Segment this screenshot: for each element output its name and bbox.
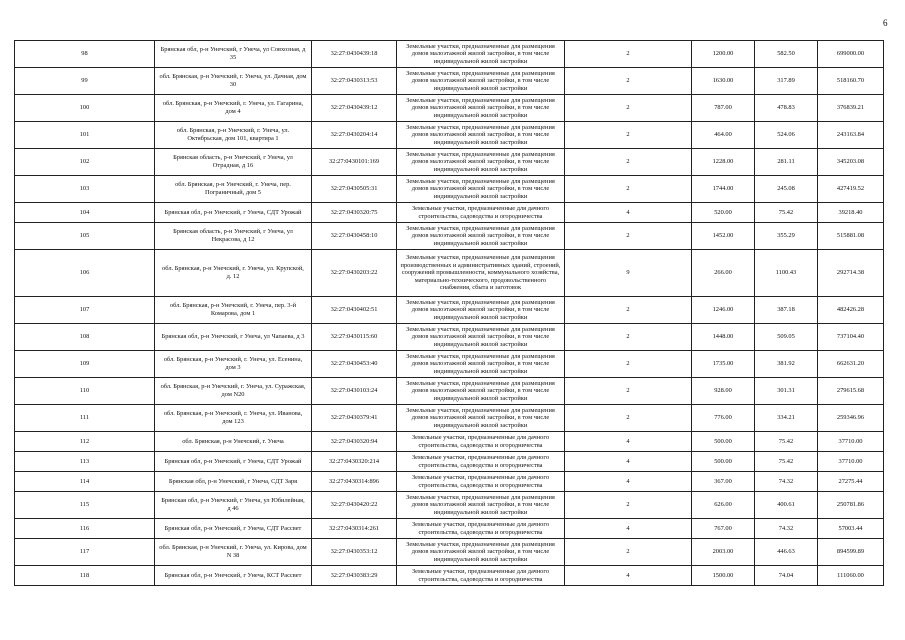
permitted-use-cell: Земельные участки, предназначенные для дачного строительства, садоводства и огородничества <box>397 519 565 539</box>
cadastral-number-cell: 32:27:0430115:60 <box>312 324 397 351</box>
specific-value-cell: 400.61 <box>755 492 818 519</box>
specific-value-cell: 355.29 <box>755 223 818 250</box>
area-cell: 1448.00 <box>692 324 755 351</box>
permitted-use-cell: Земельные участки, предназначенные для дачного строительства, садоводства и огородничества <box>397 566 565 586</box>
cadastral-value-cell: 111060.00 <box>818 566 884 586</box>
table-row <box>15 324 884 351</box>
row-number-cell: 104 <box>15 203 155 223</box>
page-number: 6 <box>883 18 888 28</box>
specific-value-cell: 245.08 <box>755 176 818 203</box>
area-cell: 464.00 <box>692 122 755 149</box>
cadastral-value-cell: 427419.52 <box>818 176 884 203</box>
specific-value-cell: 74.04 <box>755 566 818 586</box>
cadastral-number-cell: 32:27:0430320:214 <box>312 452 397 472</box>
address-cell: Брянская обл, р-н Унечский, г Унеча, СДТ Урожай <box>155 452 312 472</box>
use-group-cell: 4 <box>565 472 692 492</box>
area-cell: 1630.00 <box>692 68 755 95</box>
specific-value-cell: 317.89 <box>755 68 818 95</box>
cadastral-value-cell: 57003.44 <box>818 519 884 539</box>
table-row <box>15 68 884 95</box>
area-cell: 266.00 <box>692 250 755 297</box>
address-cell: Брянская обл, р-н Унечский, г Унеча, КСТ Рассвет <box>155 566 312 586</box>
permitted-use-cell: Земельные участки, предназначенные для размещения домов малоэтажной жилой застройки, в том числе индивидуальной жилой застройки <box>397 68 565 95</box>
cadastral-number-cell: 32:27:0430453:40 <box>312 351 397 378</box>
specific-value-cell: 524.06 <box>755 122 818 149</box>
cadastral-value-cell: 737104.40 <box>818 324 884 351</box>
permitted-use-cell: Земельные участки, предназначенные для размещения домов малоэтажной жилой застройки, в том числе индивидуальной жилой застройки <box>397 95 565 122</box>
table-row <box>15 405 884 432</box>
use-group-cell: 2 <box>565 223 692 250</box>
row-number-cell: 117 <box>15 539 155 566</box>
permitted-use-cell: Земельные участки, предназначенные для размещения домов малоэтажной жилой застройки, в том числе индивидуальной жилой застройки <box>397 351 565 378</box>
row-number-cell: 110 <box>15 378 155 405</box>
table-row <box>15 492 884 519</box>
table-body <box>15 41 884 586</box>
area-cell: 2003.00 <box>692 539 755 566</box>
cadastral-value-cell: 259346.96 <box>818 405 884 432</box>
cadastral-value-cell: 894599.89 <box>818 539 884 566</box>
cadastral-number-cell: 32:27:0430320:94 <box>312 432 397 452</box>
area-cell: 1228.00 <box>692 149 755 176</box>
use-group-cell: 2 <box>565 297 692 324</box>
use-group-cell: 4 <box>565 519 692 539</box>
specific-value-cell: 381.92 <box>755 351 818 378</box>
area-cell: 928.00 <box>692 378 755 405</box>
permitted-use-cell: Земельные участки, предназначенные для размещения производственных и административных зданий, строений, сооружений промышленности, коммунального хозяйства, материально-технического, продовольственного снабжения, сбыта и заготовок <box>397 250 565 297</box>
row-number-cell: 115 <box>15 492 155 519</box>
row-number-cell: 101 <box>15 122 155 149</box>
address-cell: обл. Брянская, р-н Унечский, г. Унеча, ул. Кирова, дом N 38 <box>155 539 312 566</box>
cadastral-number-cell: 32:27:0430439:12 <box>312 95 397 122</box>
table-row <box>15 432 884 452</box>
address-cell: Брянская обл, р-н Унечский, г Унеча, ул Совхозная, д 35 <box>155 41 312 68</box>
use-group-cell: 2 <box>565 378 692 405</box>
specific-value-cell: 75.42 <box>755 203 818 223</box>
area-cell: 1500.00 <box>692 566 755 586</box>
specific-value-cell: 301.31 <box>755 378 818 405</box>
address-cell: Брянская обл, р-н Унечский, г Унеча, ул Юбилейная, д 46 <box>155 492 312 519</box>
specific-value-cell: 1100.43 <box>755 250 818 297</box>
cadastral-value-cell: 292714.38 <box>818 250 884 297</box>
address-cell: обл. Брянская, р-н Унечский, г. Унеча, ул. Суражская, дом N20 <box>155 378 312 405</box>
use-group-cell: 2 <box>565 41 692 68</box>
row-number-cell: 106 <box>15 250 155 297</box>
area-cell: 1452.00 <box>692 223 755 250</box>
address-cell: обл. Брянская, р-н Унечский, г. Унеча, ул. Иванова, дом 123 <box>155 405 312 432</box>
cadastral-value-cell: 515881.08 <box>818 223 884 250</box>
cadastral-number-cell: 32:27:0430420:22 <box>312 492 397 519</box>
cadastral-number-cell: 32:27:0430313:53 <box>312 68 397 95</box>
cadastral-number-cell: 32:27:0430320:75 <box>312 203 397 223</box>
row-number-cell: 116 <box>15 519 155 539</box>
use-group-cell: 4 <box>565 432 692 452</box>
address-cell: обл. Брянская, р-н Унечский, г. Унеча, ул. Дачная, дом 30 <box>155 68 312 95</box>
specific-value-cell: 74.32 <box>755 519 818 539</box>
permitted-use-cell: Земельные участки, предназначенные для размещения домов малоэтажной жилой застройки, в том числе индивидуальной жилой застройки <box>397 492 565 519</box>
specific-value-cell: 509.05 <box>755 324 818 351</box>
address-cell: обл. Брянская, р-н Унечский, г. Унеча, ул. Гагарина, дом 4 <box>155 95 312 122</box>
table-row <box>15 223 884 250</box>
address-cell: обл. Брянская, р-н Унечский, г. Унеча, пер. 3-й Комарова, дом 1 <box>155 297 312 324</box>
cadastral-value-cell: 39218.40 <box>818 203 884 223</box>
area-cell: 367.00 <box>692 472 755 492</box>
table-row <box>15 176 884 203</box>
row-number-cell: 99 <box>15 68 155 95</box>
use-group-cell: 2 <box>565 176 692 203</box>
row-number-cell: 107 <box>15 297 155 324</box>
cadastral-number-cell: 32:27:0430101:169 <box>312 149 397 176</box>
use-group-cell: 2 <box>565 539 692 566</box>
table-row <box>15 452 884 472</box>
specific-value-cell: 281.11 <box>755 149 818 176</box>
area-cell: 767.00 <box>692 519 755 539</box>
address-cell: Брянская область, р-н Унечский, г Унеча, ул Отрадная, д 16 <box>155 149 312 176</box>
table-row <box>15 566 884 586</box>
row-number-cell: 98 <box>15 41 155 68</box>
permitted-use-cell: Земельные участки, предназначенные для дачного строительства, садоводства и огородничества <box>397 472 565 492</box>
permitted-use-cell: Земельные участки, предназначенные для размещения домов малоэтажной жилой застройки, в том числе индивидуальной жилой застройки <box>397 41 565 68</box>
cadastral-number-cell: 32:27:0430203:22 <box>312 250 397 297</box>
cadastral-number-cell: 32:27:0430314:261 <box>312 519 397 539</box>
specific-value-cell: 74.32 <box>755 472 818 492</box>
use-group-cell: 4 <box>565 452 692 472</box>
row-number-cell: 109 <box>15 351 155 378</box>
specific-value-cell: 446.63 <box>755 539 818 566</box>
table-row <box>15 472 884 492</box>
table-row <box>15 351 884 378</box>
use-group-cell: 2 <box>565 122 692 149</box>
area-cell: 500.00 <box>692 452 755 472</box>
table-row <box>15 539 884 566</box>
specific-value-cell: 75.42 <box>755 432 818 452</box>
cadastral-value-cell: 699000.00 <box>818 41 884 68</box>
specific-value-cell: 334.21 <box>755 405 818 432</box>
address-cell: обл. Брянская, р-н Унечский, г. Унеча, ул. Есенина, дом 3 <box>155 351 312 378</box>
cadastral-value-cell: 37710.00 <box>818 452 884 472</box>
cadastral-number-cell: 32:27:0430458:10 <box>312 223 397 250</box>
table-row <box>15 95 884 122</box>
specific-value-cell: 582.50 <box>755 41 818 68</box>
table-row <box>15 519 884 539</box>
use-group-cell: 2 <box>565 492 692 519</box>
area-cell: 776.00 <box>692 405 755 432</box>
cadastral-value-cell: 27275.44 <box>818 472 884 492</box>
use-group-cell: 2 <box>565 351 692 378</box>
cadastral-value-cell: 662631.20 <box>818 351 884 378</box>
address-cell: Брянская обл, р-н Унечский, г Унеча, СДТ Рассвет <box>155 519 312 539</box>
cadastral-value-cell: 279615.68 <box>818 378 884 405</box>
area-cell: 500.00 <box>692 432 755 452</box>
table-row <box>15 149 884 176</box>
cadastral-number-cell: 32:27:0430353:12 <box>312 539 397 566</box>
row-number-cell: 112 <box>15 432 155 452</box>
address-cell: Брянская обл, р-н Унечский, г Унеча, ул Чапаева, д 3 <box>155 324 312 351</box>
area-cell: 520.00 <box>692 203 755 223</box>
cadastral-number-cell: 32:27:0430439:18 <box>312 41 397 68</box>
use-group-cell: 9 <box>565 250 692 297</box>
use-group-cell: 2 <box>565 324 692 351</box>
cadastral-value-cell: 250781.86 <box>818 492 884 519</box>
cadastral-number-cell: 32:27:0430103:24 <box>312 378 397 405</box>
permitted-use-cell: Земельные участки, предназначенные для размещения домов малоэтажной жилой застройки, в том числе индивидуальной жилой застройки <box>397 122 565 149</box>
permitted-use-cell: Земельные участки, предназначенные для дачного строительства, садоводства и огородничества <box>397 203 565 223</box>
row-number-cell: 111 <box>15 405 155 432</box>
address-cell: Брянская обл, р-н Унечский, г Унеча, СДТ Заря <box>155 472 312 492</box>
address-cell: обл. Брянская, р-н Унечский, г. Унеча, ул. Крупской, д. 12 <box>155 250 312 297</box>
cadastral-number-cell: 32:27:0430379:41 <box>312 405 397 432</box>
specific-value-cell: 387.18 <box>755 297 818 324</box>
row-number-cell: 100 <box>15 95 155 122</box>
area-cell: 1744.00 <box>692 176 755 203</box>
cadastral-value-cell: 518160.70 <box>818 68 884 95</box>
permitted-use-cell: Земельные участки, предназначенные для размещения домов малоэтажной жилой застройки, в том числе индивидуальной жилой застройки <box>397 378 565 405</box>
cadastral-value-cell: 243163.84 <box>818 122 884 149</box>
row-number-cell: 103 <box>15 176 155 203</box>
permitted-use-cell: Земельные участки, предназначенные для размещения домов малоэтажной жилой застройки, в том числе индивидуальной жилой застройки <box>397 324 565 351</box>
use-group-cell: 4 <box>565 203 692 223</box>
permitted-use-cell: Земельные участки, предназначенные для дачного строительства, садоводства и огородничества <box>397 432 565 452</box>
address-cell: обл. Брянская, р-н Унечский, г. Унеча, ул. Октябрьская, дом 101, квартира 1 <box>155 122 312 149</box>
row-number-cell: 108 <box>15 324 155 351</box>
cadastral-number-cell: 32:27:0430383:29 <box>312 566 397 586</box>
row-number-cell: 113 <box>15 452 155 472</box>
table-row <box>15 378 884 405</box>
cadastral-value-table <box>14 40 884 586</box>
permitted-use-cell: Земельные участки, предназначенные для размещения домов малоэтажной жилой застройки, в том числе индивидуальной жилой застройки <box>397 539 565 566</box>
permitted-use-cell: Земельные участки, предназначенные для размещения домов малоэтажной жилой застройки, в том числе индивидуальной жилой застройки <box>397 149 565 176</box>
table-row <box>15 297 884 324</box>
area-cell: 1200.00 <box>692 41 755 68</box>
cadastral-number-cell: 32:27:0430314:896 <box>312 472 397 492</box>
permitted-use-cell: Земельные участки, предназначенные для размещения домов малоэтажной жилой застройки, в том числе индивидуальной жилой застройки <box>397 223 565 250</box>
table-row <box>15 250 884 297</box>
row-number-cell: 114 <box>15 472 155 492</box>
row-number-cell: 105 <box>15 223 155 250</box>
cadastral-value-cell: 482426.28 <box>818 297 884 324</box>
table-row <box>15 122 884 149</box>
cadastral-value-cell: 376839.21 <box>818 95 884 122</box>
use-group-cell: 4 <box>565 566 692 586</box>
address-cell: Брянская обл, р-н Унечский, г Унеча, СДТ Урожай <box>155 203 312 223</box>
table-row <box>15 41 884 68</box>
area-cell: 787.00 <box>692 95 755 122</box>
use-group-cell: 2 <box>565 405 692 432</box>
row-number-cell: 102 <box>15 149 155 176</box>
permitted-use-cell: Земельные участки, предназначенные для размещения домов малоэтажной жилой застройки, в том числе индивидуальной жилой застройки <box>397 297 565 324</box>
cadastral-number-cell: 32:27:0430204:14 <box>312 122 397 149</box>
address-cell: обл. Брянская, р-н Унечский, г. Унеча, пер. Пограничный, дом 5 <box>155 176 312 203</box>
specific-value-cell: 75.42 <box>755 452 818 472</box>
area-cell: 1735.00 <box>692 351 755 378</box>
cadastral-value-cell: 37710.00 <box>818 432 884 452</box>
table-row <box>15 203 884 223</box>
use-group-cell: 2 <box>565 95 692 122</box>
use-group-cell: 2 <box>565 68 692 95</box>
area-cell: 626.00 <box>692 492 755 519</box>
use-group-cell: 2 <box>565 149 692 176</box>
permitted-use-cell: Земельные участки, предназначенные для размещения домов малоэтажной жилой застройки, в том числе индивидуальной жилой застройки <box>397 405 565 432</box>
row-number-cell: 118 <box>15 566 155 586</box>
cadastral-number-cell: 32:27:0430402:51 <box>312 297 397 324</box>
permitted-use-cell: Земельные участки, предназначенные для размещения домов малоэтажной жилой застройки, в том числе индивидуальной жилой застройки <box>397 176 565 203</box>
address-cell: обл. Брянская, р-н Унечский, г. Унеча <box>155 432 312 452</box>
cadastral-value-cell: 345203.08 <box>818 149 884 176</box>
address-cell: Брянская область, р-н Унечский, г Унеча, ул Некрасова, д 12 <box>155 223 312 250</box>
area-cell: 1246.00 <box>692 297 755 324</box>
specific-value-cell: 478.83 <box>755 95 818 122</box>
permitted-use-cell: Земельные участки, предназначенные для дачного строительства, садоводства и огородничества <box>397 452 565 472</box>
cadastral-number-cell: 32:27:0430505:31 <box>312 176 397 203</box>
